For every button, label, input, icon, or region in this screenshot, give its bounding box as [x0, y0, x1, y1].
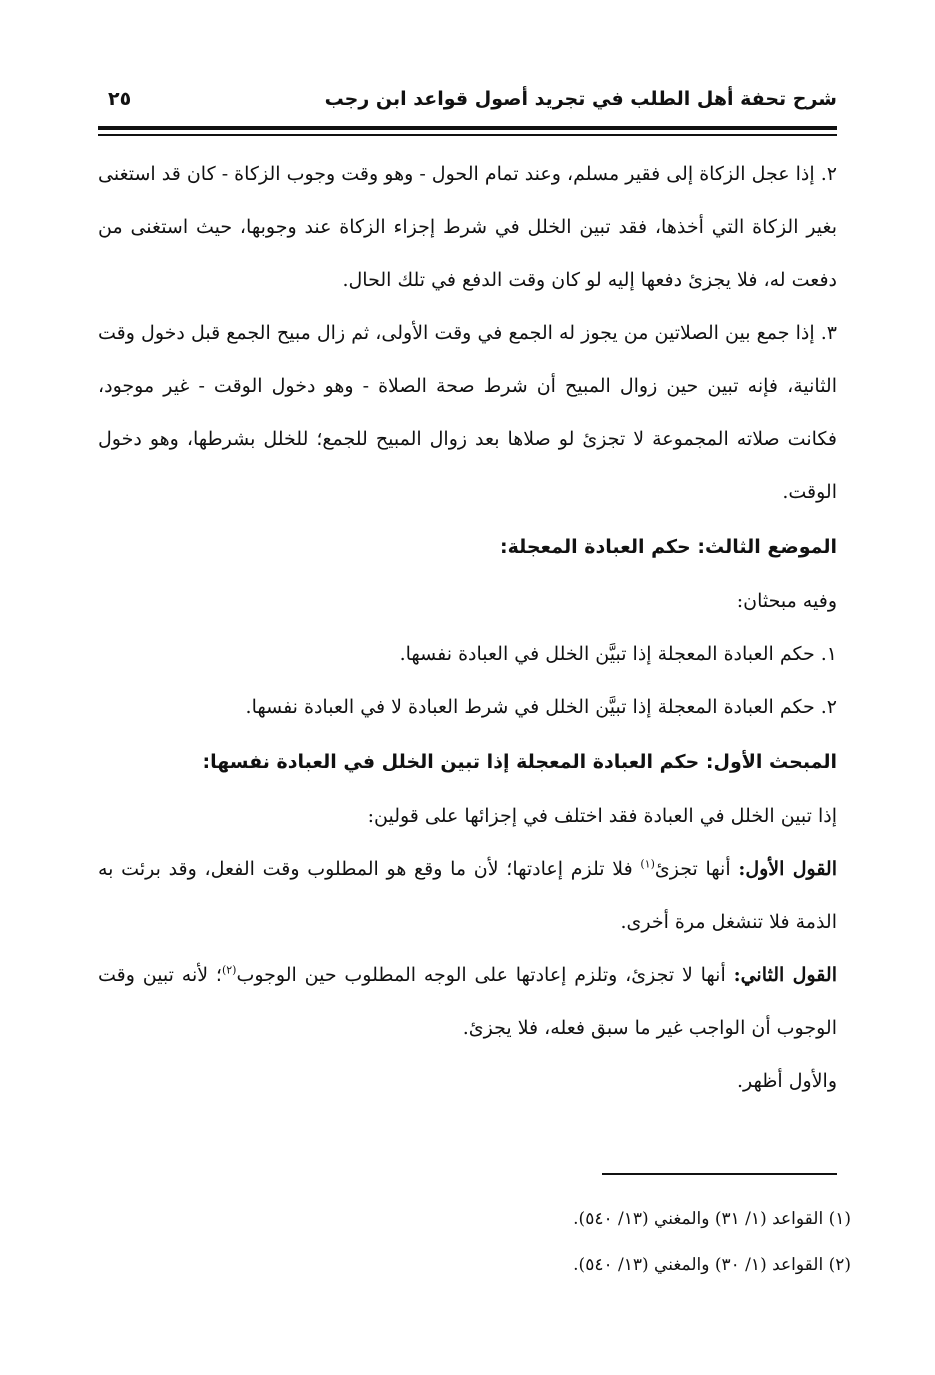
- paragraph: والأول أظهر.: [737, 1070, 837, 1092]
- footnote: (١) القواعد (١/ ٣١) والمغني (١٣/ ٥٤٠).: [573, 1209, 851, 1229]
- paragraph: إذا تبين الخلل في العبادة فقد اختلف في إجزائها على قولين:: [367, 805, 837, 827]
- footnotes: [98, 1196, 851, 1288]
- opinion-text: ؛ لأنه تبين وقت الوجوب أن الواجب غير ما سبق فعله، فلا يجزئ.: [98, 964, 837, 1039]
- running-header: [98, 88, 837, 116]
- opinion-label: القول الأول:: [738, 858, 837, 880]
- header-rule-thick: [98, 126, 837, 130]
- list-item: ١. حكم العبادة المعجلة إذا تبيَّن الخلل في العبادة نفسها.: [399, 643, 837, 665]
- main-text: [98, 148, 837, 1108]
- list-item: ٢. حكم العبادة المعجلة إذا تبيَّن الخلل في شرط العبادة لا في العبادة نفسها.: [245, 696, 837, 718]
- opinion-paragraph: [98, 843, 837, 949]
- opinion-text: أنها لا تجزئ، وتلزم إعادتها على الوجه المطلوب حين الوجوب: [236, 964, 734, 986]
- footnote-ref[interactable]: (٢): [221, 963, 237, 977]
- header-title: شرح تحفة أهل الطلب في تجريد أصول قواعد ابن رجب: [324, 88, 837, 110]
- header-rule-thin: [98, 134, 837, 136]
- footnote-ref[interactable]: (١): [640, 857, 655, 871]
- opinion-paragraph: [98, 949, 837, 1055]
- opinion-label: القول الثاني:: [733, 964, 837, 986]
- opinion-text: أنها تجزئ: [654, 858, 739, 880]
- paragraph: وفيه مبحثان:: [736, 590, 837, 612]
- paragraph: ٣. إذا جمع بين الصلاتين من يجوز له الجمع في وقت الأولى، ثم زال مبيح الجمع قبل دخول وقت الثانية، فإنه تبين حين زوال المبيح أن شرط صحة الصلاة - وهو دخول الوقت - غير موجود، فكانت صلاته المجموعة لا تجزئ لو صلاها بعد زوال المبيح للجمع؛ للخلل بشرطها، وهو دخول الوقت.: [98, 322, 837, 503]
- page-number: ٢٥: [108, 88, 132, 110]
- paragraph: ٢. إذا عجل الزكاة إلى فقير مسلم، وعند تمام الحول - وهو وقت وجوب الزكاة - كان قد استغنى بغير الزكاة التي أخذها، فقد تبين الخلل في شرط إجزاء الزكاة عند وجوبها، حيث استغنى من دفعت له، فلا يجزئ دفعها إليه لو كان وقت الدفع في تلك الحال.: [98, 163, 837, 291]
- footnote-separator: [602, 1173, 837, 1175]
- subsection-heading: المبحث الأول: حكم العبادة المعجلة إذا تبين الخلل في العبادة نفسها:: [202, 751, 837, 773]
- footnote: (٢) القواعد (١/ ٣٠) والمغني (١٣/ ٥٤٠).: [573, 1255, 851, 1275]
- opinion-text: فلا تلزم إعادتها؛ لأن ما وقع هو المطلوب وقت الفعل، وقد برئت به الذمة فلا تنشغل مرة أخرى.: [98, 858, 837, 933]
- section-heading: الموضع الثالث: حكم العبادة المعجلة:: [499, 536, 837, 558]
